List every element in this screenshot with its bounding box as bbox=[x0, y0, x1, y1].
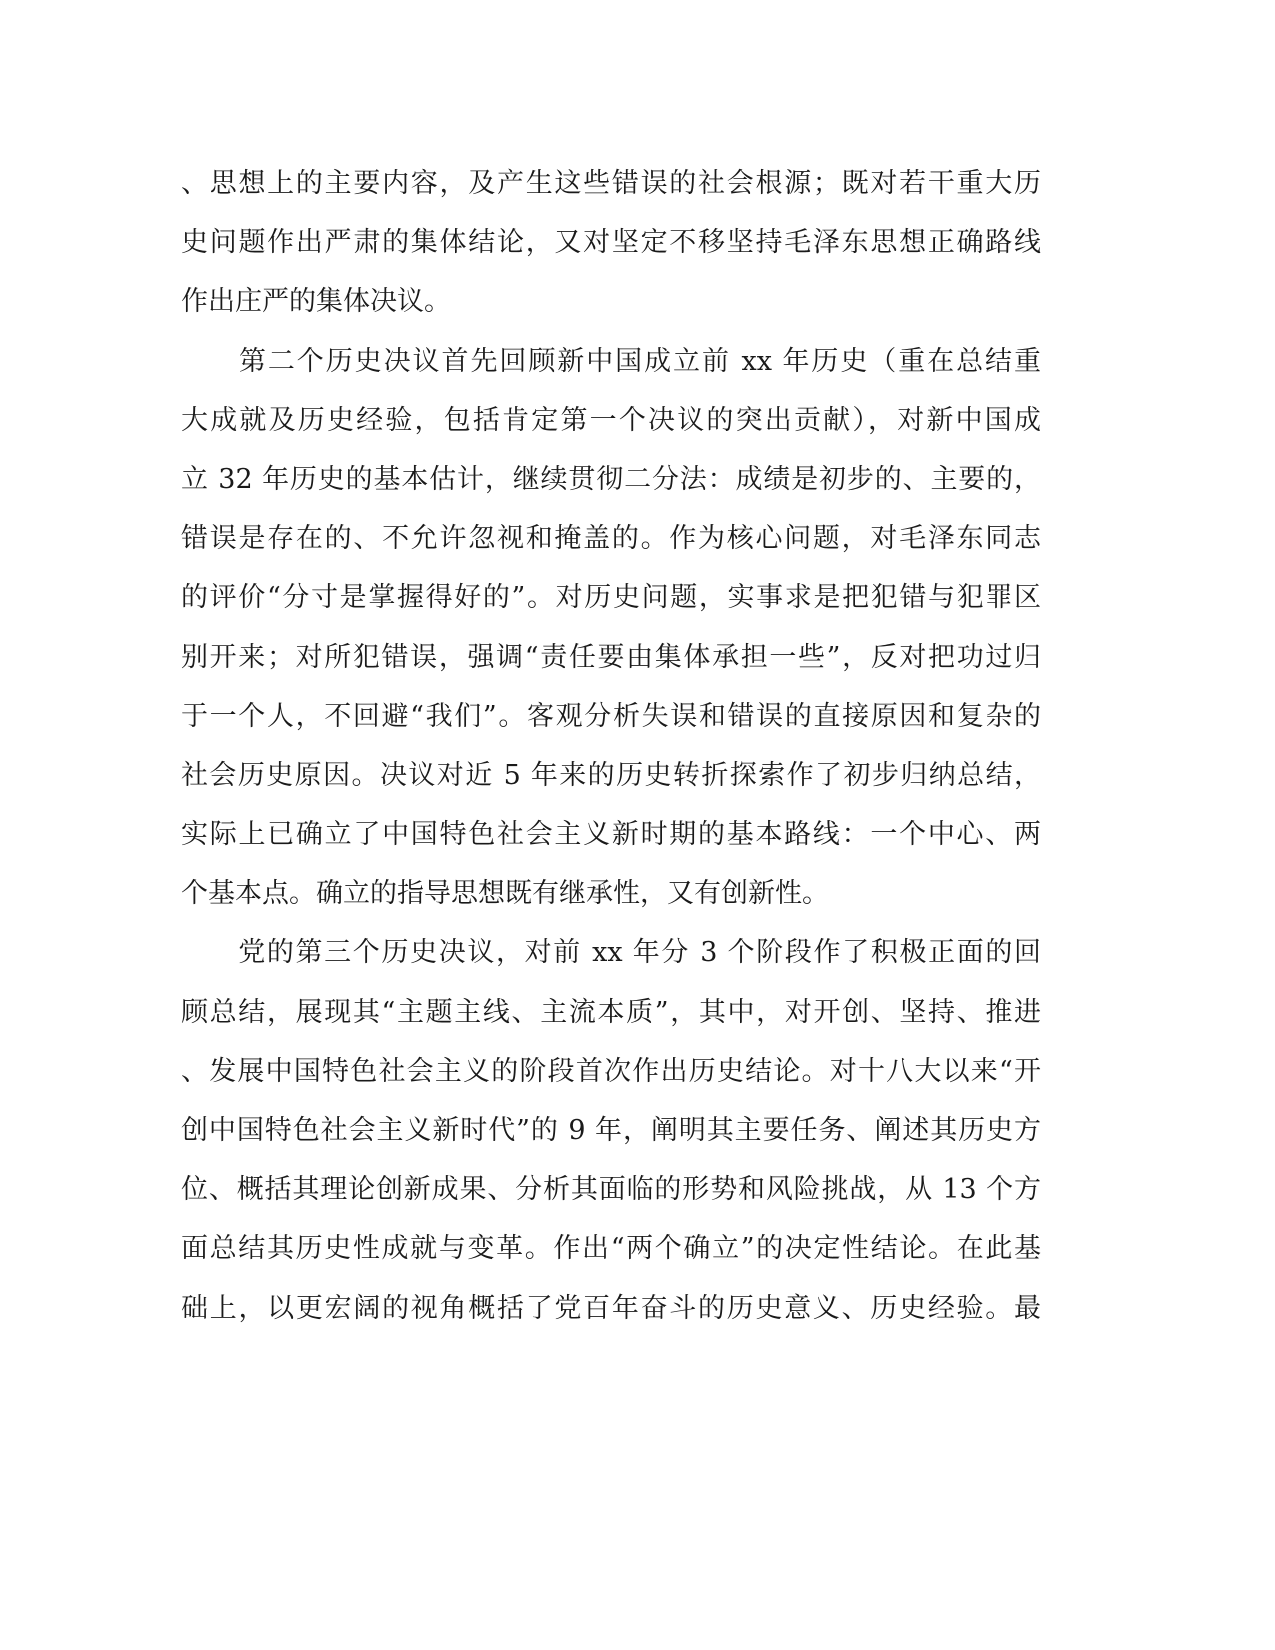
text-line: 实际上已确立了中国特色社会主义新时期的基本路线：一个中心、两 bbox=[181, 819, 1041, 851]
text-line: 党的第三个历史决议，对前 xx 年分 3 个阶段作了积极正面的回 bbox=[181, 937, 1041, 969]
text-line: 错误是存在的、不允许忽视和掩盖的。作为核心问题，对毛泽东同志 bbox=[181, 523, 1041, 555]
text-line: 立 32 年历史的基本估计，继续贯彻二分法：成绩是初步的、主要的， bbox=[181, 463, 1041, 495]
document-body bbox=[181, 154, 1041, 1338]
text-line: 第二个历史决议首先回顾新中国成立前 xx 年历史（重在总结重 bbox=[181, 345, 1041, 377]
text-line: 位、概括其理论创新成果、分析其面临的形势和风险挑战，从 13 个方 bbox=[181, 1174, 1041, 1206]
text-line: 、发展中国特色社会主义的阶段首次作出历史结论。对十八大以来“开 bbox=[181, 1055, 1041, 1087]
text-line: 作出庄严的集体决议。 bbox=[181, 286, 451, 318]
text-line: 社会历史原因。决议对近 5 年来的历史转折探索作了初步归纳总结， bbox=[181, 759, 1041, 791]
text-line: 面总结其历史性成就与变革。作出“两个确立”的决定性结论。在此基 bbox=[181, 1233, 1041, 1265]
text-line: 的评价“分寸是掌握得好的”。对历史问题，实事求是把犯错与犯罪区 bbox=[181, 582, 1041, 614]
text-line: 史问题作出严肃的集体结论，又对坚定不移坚持毛泽东思想正确路线 bbox=[181, 227, 1041, 259]
text-line: 个基本点。确立的指导思想既有继承性，又有创新性。 bbox=[181, 878, 829, 910]
text-line: 大成就及历史经验，包括肯定第一个决议的突出贡献），对新中国成 bbox=[181, 404, 1041, 436]
text-line: 于一个人，不回避“我们”。客观分析失误和错误的直接原因和复杂的 bbox=[181, 700, 1041, 732]
text-line: 创中国特色社会主义新时代”的 9 年，阐明其主要任务、阐述其历史方 bbox=[181, 1115, 1041, 1146]
text-line: 础上，以更宏阔的视角概括了党百年奋斗的历史意义、历史经验。最 bbox=[181, 1292, 1041, 1324]
text-line: 别开来；对所犯错误，强调“责任要由集体承担一些”，反对把功过归 bbox=[181, 641, 1041, 673]
text-line: 顾总结，展现其“主题主线、主流本质”，其中，对开创、坚持、推进 bbox=[181, 996, 1041, 1028]
text-line: 、思想上的主要内容，及产生这些错误的社会根源；既对若干重大历 bbox=[181, 168, 1041, 199]
